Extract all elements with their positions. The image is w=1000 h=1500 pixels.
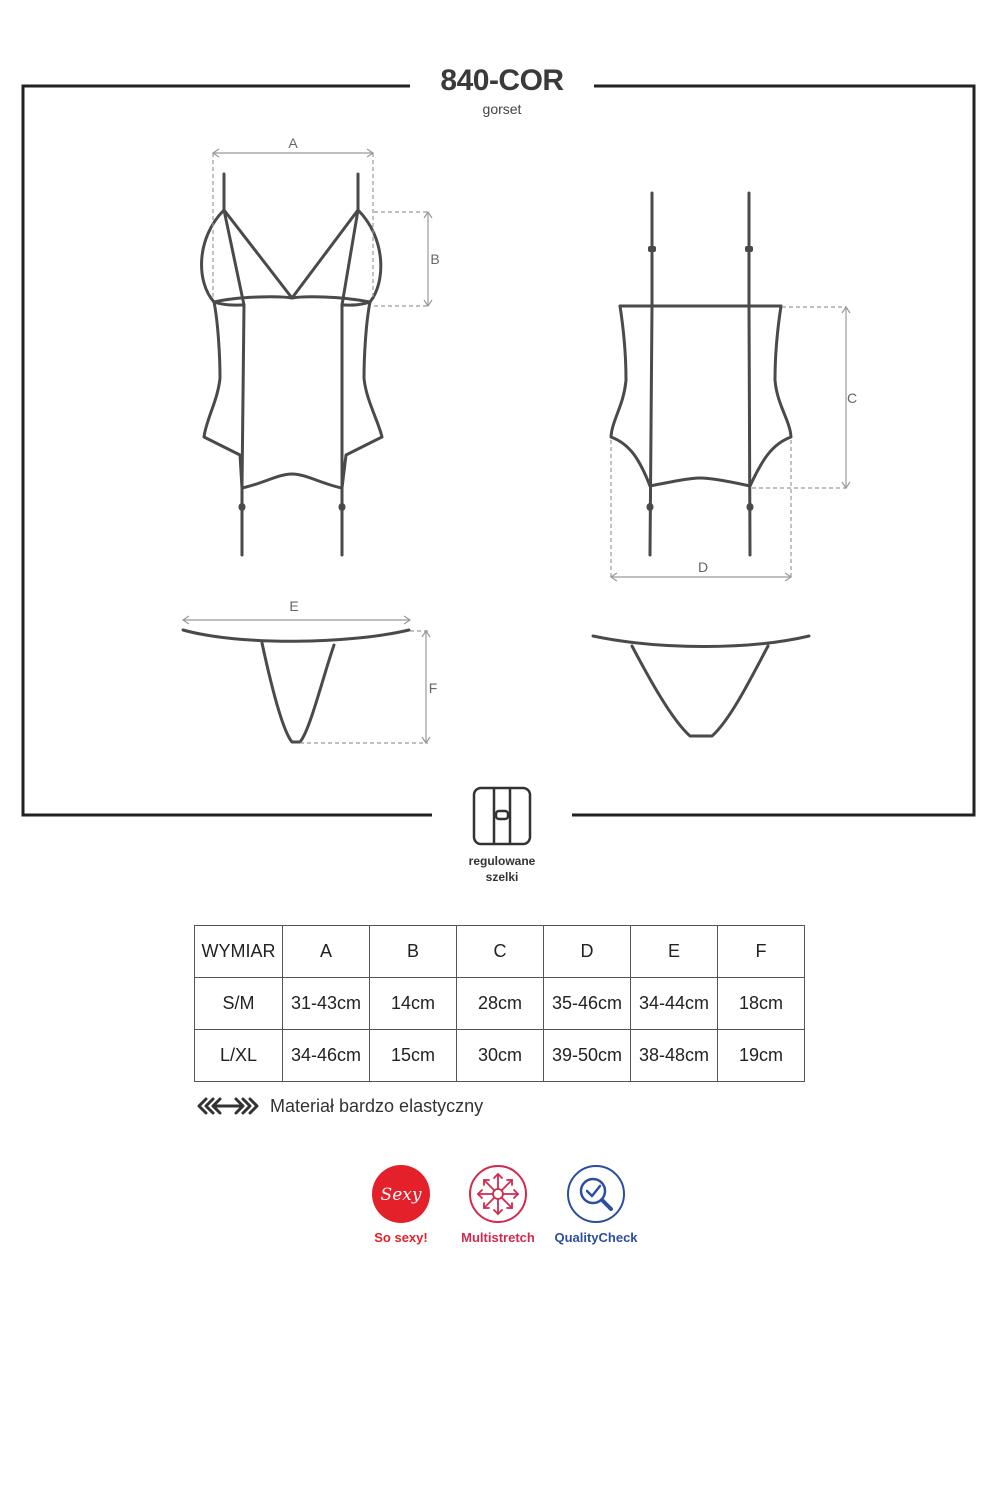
table-cell: 14cm	[370, 978, 457, 1030]
table-cell: 34-46cm	[283, 1030, 370, 1082]
thong-front-drawing	[183, 630, 409, 742]
badge-quality-check	[541, 1164, 651, 1245]
table-header-row	[195, 926, 805, 978]
table-row	[195, 978, 805, 1030]
stretch-arrows-icon	[196, 1095, 260, 1117]
badge-label: So sexy!	[374, 1230, 428, 1245]
table-cell: 39-50cm	[544, 1030, 631, 1082]
dimension-label-f: F	[428, 680, 438, 696]
badge-so-sexy	[346, 1164, 456, 1245]
thong-back-drawing	[593, 636, 809, 736]
material-note	[196, 1095, 483, 1117]
table-cell: 15cm	[370, 1030, 457, 1082]
size-table	[194, 925, 805, 1082]
dimension-label-a: A	[288, 135, 298, 151]
dimension-label-c: C	[846, 390, 858, 406]
product-type: gorset	[482, 101, 522, 117]
table-header-cell: E	[631, 926, 718, 978]
table-header-cell: F	[718, 926, 805, 978]
table-row	[195, 1030, 805, 1082]
table-header-cell: A	[283, 926, 370, 978]
table-cell: 38-48cm	[631, 1030, 718, 1082]
table-cell: S/M	[195, 978, 283, 1030]
dimension-label-d: D	[697, 559, 709, 575]
table-cell: 28cm	[457, 978, 544, 1030]
multistretch-icon	[468, 1164, 528, 1224]
adjustable-straps-label: regulowane szelki	[468, 854, 536, 884]
badge-label: QualityCheck	[554, 1230, 638, 1245]
badge-label: Multistretch	[461, 1230, 535, 1245]
table-header-cell: WYMIAR	[195, 926, 283, 978]
sexy-icon	[371, 1164, 431, 1224]
corset-front-drawing	[202, 174, 382, 555]
table-cell: 31-43cm	[283, 978, 370, 1030]
garter-clips	[239, 503, 346, 511]
quality-check-icon	[566, 1164, 626, 1224]
table-cell: 34-44cm	[631, 978, 718, 1030]
table-cell: L/XL	[195, 1030, 283, 1082]
sexy-icon-text: Sexy	[380, 1185, 422, 1205]
table-cell: 30cm	[457, 1030, 544, 1082]
dimension-label-b: B	[430, 251, 440, 267]
dimension-label-e: E	[289, 598, 299, 614]
material-note-text: Materiał bardzo elastyczny	[270, 1095, 484, 1116]
badge-multistretch	[443, 1164, 553, 1245]
table-header-cell: C	[457, 926, 544, 978]
corset-back-drawing	[611, 193, 791, 555]
table-header-cell: D	[544, 926, 631, 978]
table-cell: 18cm	[718, 978, 805, 1030]
table-cell: 19cm	[718, 1030, 805, 1082]
adjustable-straps-icon	[472, 786, 532, 846]
table-cell: 35-46cm	[544, 978, 631, 1030]
drawing-frame	[23, 86, 974, 815]
product-code: 840-COR	[440, 64, 564, 97]
table-header-cell: B	[370, 926, 457, 978]
strap-sliders	[647, 246, 754, 511]
